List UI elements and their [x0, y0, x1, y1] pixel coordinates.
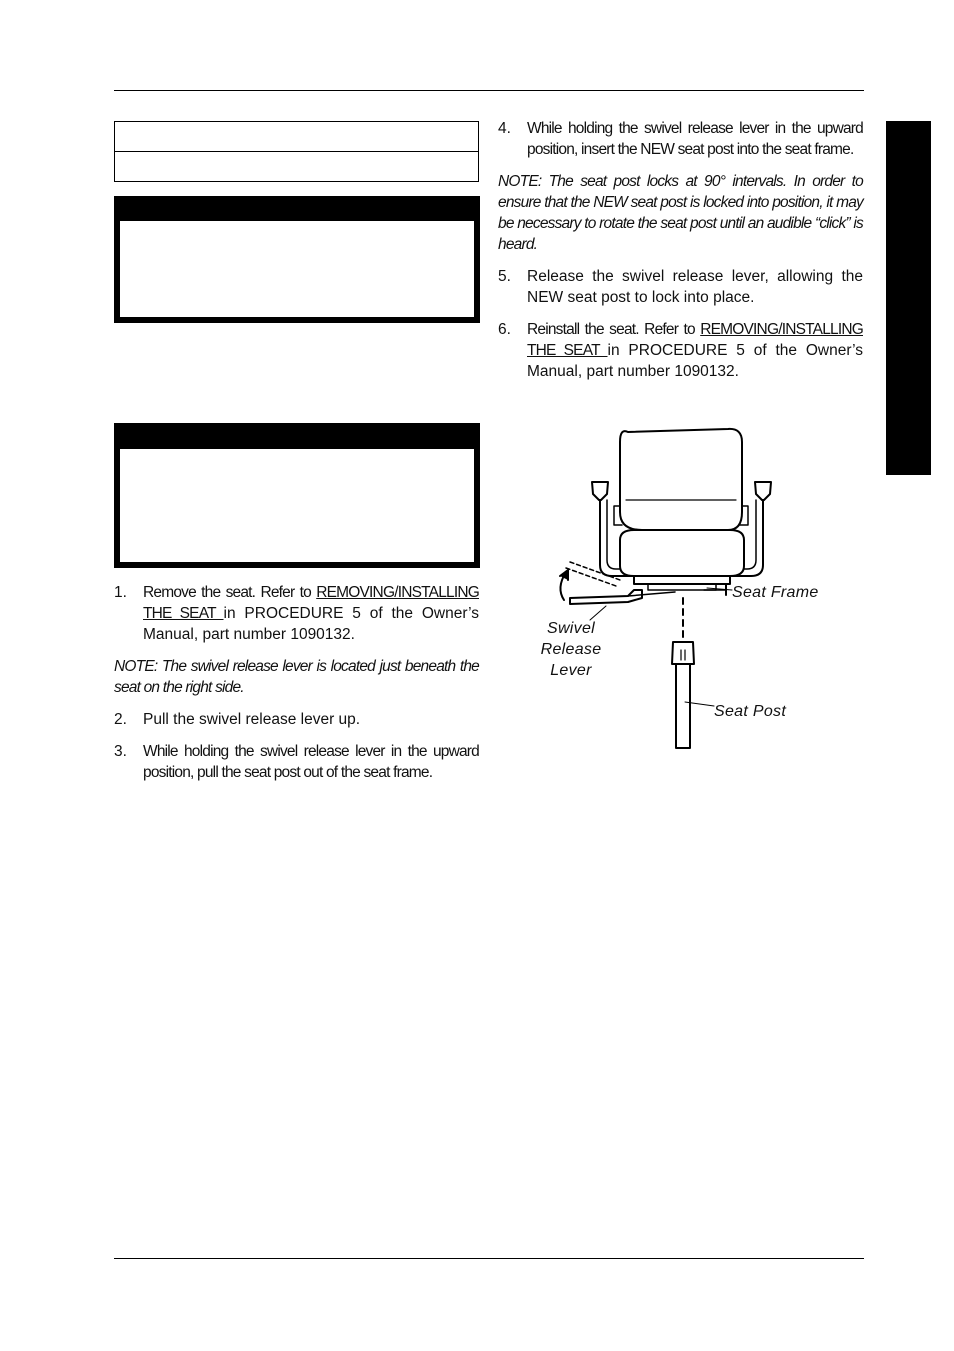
step-6 — [498, 319, 863, 382]
note-text: NOTE: The seat post locks at 90° intervals. In order to ensure that the NEW seat post is locked into position, it may be necessary to rotate the seat post until an audible “click” is heard. — [498, 173, 863, 253]
label-lever: Lever — [550, 662, 592, 679]
swivel-lever — [570, 590, 642, 604]
seat-diagram — [520, 420, 840, 760]
seat-frame — [634, 576, 730, 584]
step-text: Reinstall the seat. Refer to — [527, 321, 701, 338]
step-text: While holding the swivel release lever in the upward position, pull the seat post out of the seat frame. — [143, 743, 479, 781]
note-text: NOTE: The swivel release lever is located just beneath the seat on the right side. — [114, 658, 479, 696]
procedure-link[interactable]: REMOVING/INSTALLING THE SEAT — [143, 584, 479, 622]
step-2 — [114, 709, 479, 730]
seat-post-top — [672, 642, 694, 664]
section-tab — [886, 121, 931, 475]
title-box-row — [115, 152, 478, 181]
left-column — [114, 582, 479, 794]
step-4 — [498, 118, 863, 160]
header-rule — [114, 90, 864, 91]
warning-body — [115, 221, 479, 322]
step-text: in PROCEDURE 5 of the Owner’s Manual, part number 1090132. — [143, 605, 479, 643]
footer-rule — [114, 1258, 864, 1259]
step-text: Remove the seat. Refer to — [143, 584, 317, 601]
right-column — [498, 118, 863, 393]
label-seat-frame: Seat Frame — [732, 584, 819, 601]
title-box-row — [115, 122, 478, 152]
label-seat-post: Seat Post — [714, 703, 787, 720]
step-text: While holding the swivel release lever in the upward position, insert the NEW seat post into the seat frame. — [527, 120, 863, 158]
procedure-link[interactable]: REMOVING/INSTALLING THE SEAT — [527, 321, 863, 359]
warning-body — [115, 449, 479, 567]
left-arm-grip — [592, 482, 608, 500]
title-box — [114, 121, 479, 182]
step-number: 4. — [498, 120, 511, 137]
warning-header-bar — [115, 197, 479, 221]
step-text: in PROCEDURE 5 of the Owner’s Manual, part number 1090132. — [527, 342, 863, 380]
step-number: 3. — [114, 743, 127, 760]
warning-header-bar — [115, 424, 479, 449]
warning-box — [114, 423, 480, 568]
right-arm-grip — [755, 482, 771, 500]
step-number: 1. — [114, 584, 127, 601]
step-number: 6. — [498, 321, 511, 338]
warning-box — [114, 196, 480, 323]
seat-cushion — [620, 530, 744, 576]
seat-post — [676, 664, 690, 748]
label-swivel: Swivel — [546, 620, 596, 637]
step-number: 2. — [114, 711, 127, 728]
seat-backrest — [620, 429, 742, 530]
step-number: 5. — [498, 268, 511, 285]
step-5 — [498, 266, 863, 308]
step-text: Pull the swivel release lever up. — [143, 711, 361, 728]
step-3 — [114, 741, 479, 783]
step-1 — [114, 582, 479, 645]
step-text: Release the swivel release lever, allowing the NEW seat post to lock into place. — [527, 268, 863, 306]
label-release: Release — [540, 641, 602, 658]
